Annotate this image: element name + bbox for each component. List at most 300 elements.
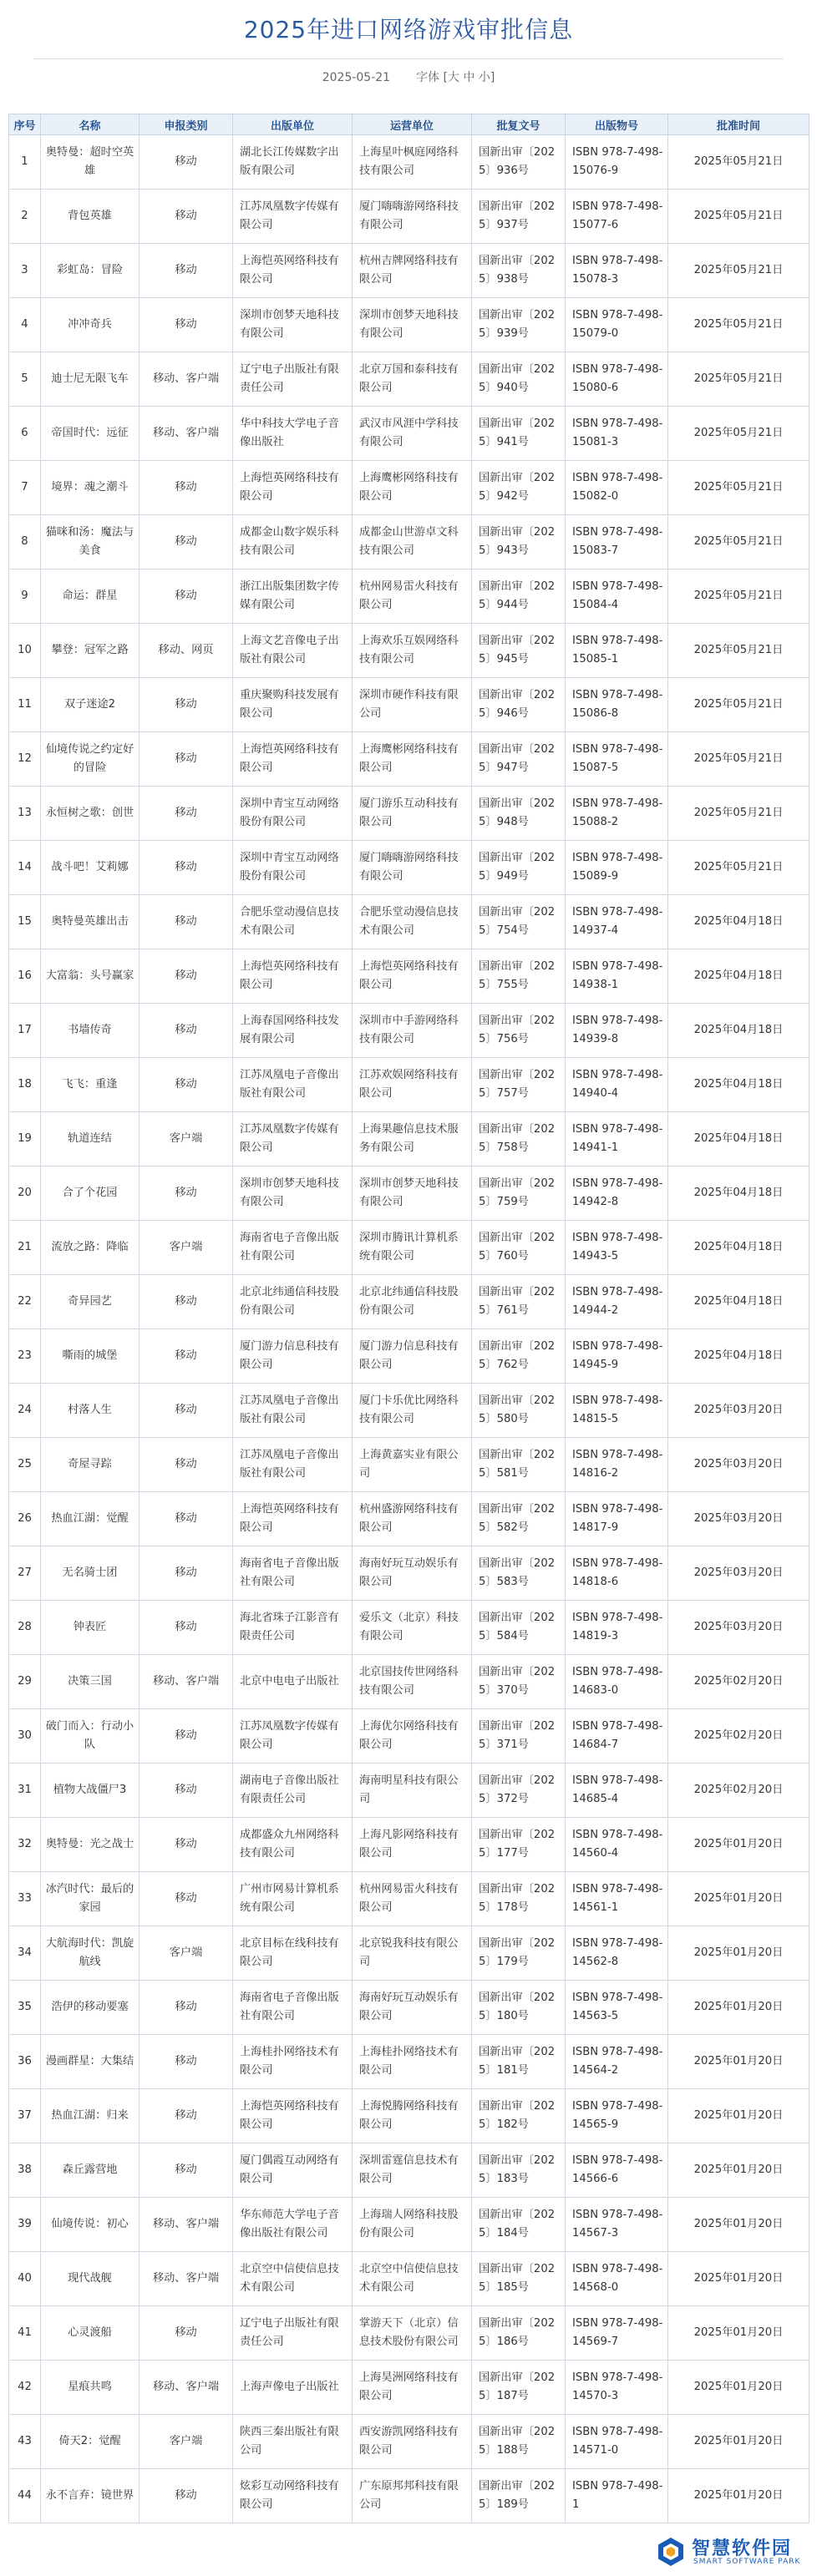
- table-row: [9, 841, 809, 895]
- approval-number: 国新出审〔2025〕372号: [472, 1764, 566, 1818]
- operator: 武汉市风涯中学科技有限公司: [353, 407, 472, 461]
- game-name: 森丘露营地: [41, 2143, 140, 2198]
- table-row: [9, 1004, 809, 1058]
- operator: 上海瑞人网络科技股份有限公司: [353, 2198, 472, 2252]
- approval-date: 2025年01月20日: [668, 2306, 809, 2361]
- publisher: 上海恺英网络科技有限公司: [233, 1492, 353, 1546]
- approval-date: 2025年02月20日: [668, 1655, 809, 1709]
- isbn: ISBN 978-7-498-14940-4: [566, 1058, 668, 1112]
- publisher: 广州市网易计算机系统有限公司: [233, 1872, 353, 1926]
- approval-number: 国新出审〔2025〕947号: [472, 732, 566, 787]
- category: 移动: [140, 841, 233, 895]
- row-index: 43: [9, 2415, 41, 2469]
- table-row: [9, 1112, 809, 1167]
- table-row: [9, 352, 809, 407]
- isbn: ISBN 978-7-498-14938-1: [566, 949, 668, 1004]
- approval-date: 2025年05月21日: [668, 678, 809, 732]
- isbn: ISBN 978-7-498-14565-9: [566, 2089, 668, 2143]
- isbn: ISBN 978-7-498-14569-7: [566, 2306, 668, 2361]
- publisher: 江苏凤凰数字传媒有限公司: [233, 1709, 353, 1764]
- table-row: [9, 2143, 809, 2198]
- game-name: 合了个花园: [41, 1167, 140, 1221]
- table-row: [9, 1438, 809, 1492]
- category: 移动: [140, 298, 233, 352]
- isbn: ISBN 978-7-498-15081-3: [566, 407, 668, 461]
- operator: 合肥乐堂动漫信息技术有限公司: [353, 895, 472, 949]
- approval-number: 国新出审〔2025〕181号: [472, 2035, 566, 2089]
- approval-number: 国新出审〔2025〕179号: [472, 1926, 566, 1981]
- publisher: 辽宁电子出版社有限责任公司: [233, 352, 353, 407]
- approval-table: [8, 114, 809, 2523]
- approval-number: 国新出审〔2025〕755号: [472, 949, 566, 1004]
- approval-date: 2025年04月18日: [668, 1275, 809, 1329]
- approval-date: 2025年05月21日: [668, 407, 809, 461]
- approval-number: 国新出审〔2025〕762号: [472, 1329, 566, 1384]
- game-name: 植物大战僵尸3: [41, 1764, 140, 1818]
- publisher: 江苏凤凰电子音像出版社有限公司: [233, 1058, 353, 1112]
- operator: 上海鹰彬网络科技有限公司: [353, 732, 472, 787]
- approval-date: 2025年05月21日: [668, 841, 809, 895]
- table-body: [9, 135, 809, 2523]
- row-index: 3: [9, 244, 41, 298]
- approval-date: 2025年03月20日: [668, 1546, 809, 1601]
- approval-number: 国新出审〔2025〕937号: [472, 190, 566, 244]
- approval-number: 国新出审〔2025〕185号: [472, 2252, 566, 2306]
- publisher: 辽宁电子出版社有限责任公司: [233, 2306, 353, 2361]
- table-row: [9, 1926, 809, 1981]
- operator: 深圳市腾讯计算机系统有限公司: [353, 1221, 472, 1275]
- table-row: [9, 135, 809, 190]
- table-row: [9, 624, 809, 678]
- approval-number: 国新出审〔2025〕761号: [472, 1275, 566, 1329]
- game-name: 大航海时代：凯旋航线: [41, 1926, 140, 1981]
- approval-date: 2025年05月21日: [668, 515, 809, 569]
- row-index: 24: [9, 1384, 41, 1438]
- game-name: 村落人生: [41, 1384, 140, 1438]
- game-name: 大富翁：头号赢家: [41, 949, 140, 1004]
- operator: 北京万国和泰科技有限公司: [353, 352, 472, 407]
- publisher: 深圳中青宝互动网络股份有限公司: [233, 787, 353, 841]
- operator: 海南明星科技有限公司: [353, 1764, 472, 1818]
- publisher: 厦门偶霞互动网络有限公司: [233, 2143, 353, 2198]
- col-header-name: 名称: [41, 114, 140, 135]
- approval-number: 国新出审〔2025〕583号: [472, 1546, 566, 1601]
- table-row: [9, 1329, 809, 1384]
- publisher: 江苏凤凰数字传媒有限公司: [233, 1112, 353, 1167]
- approval-date: 2025年04月18日: [668, 1329, 809, 1384]
- table-row: [9, 461, 809, 515]
- publisher: 上海恺英网络科技有限公司: [233, 732, 353, 787]
- table-row: [9, 2252, 809, 2306]
- row-index: 22: [9, 1275, 41, 1329]
- game-name: 浩伊的移动要塞: [41, 1981, 140, 2035]
- table-row: [9, 515, 809, 569]
- approval-number: 国新出审〔2025〕940号: [472, 352, 566, 407]
- approval-date: 2025年01月20日: [668, 2035, 809, 2089]
- operator: 厦门嗨嗨游网络科技有限公司: [353, 841, 472, 895]
- operator: 上海欢乐互娱网络科技有限公司: [353, 624, 472, 678]
- table-row: [9, 2306, 809, 2361]
- hexagon-logo-icon: [655, 2536, 687, 2568]
- publisher: 成都金山数字娱乐科技有限公司: [233, 515, 353, 569]
- category: 移动: [140, 135, 233, 190]
- publisher: 海北省珠子江影音有限责任公司: [233, 1601, 353, 1655]
- table-row: [9, 1655, 809, 1709]
- approval-date: 2025年05月21日: [668, 461, 809, 515]
- row-index: 8: [9, 515, 41, 569]
- table-row: [9, 2469, 809, 2523]
- game-name: 破门而入：行动小队: [41, 1709, 140, 1764]
- row-index: 40: [9, 2252, 41, 2306]
- operator: 北京空中信使信息技术有限公司: [353, 2252, 472, 2306]
- approval-date: 2025年04月18日: [668, 1004, 809, 1058]
- publisher: 湖南电子音像出版社有限责任公司: [233, 1764, 353, 1818]
- publisher: 上海恺英网络科技有限公司: [233, 244, 353, 298]
- row-index: 28: [9, 1601, 41, 1655]
- approval-number: 国新出审〔2025〕758号: [472, 1112, 566, 1167]
- isbn: ISBN 978-7-498-14683-0: [566, 1655, 668, 1709]
- approval-date: 2025年03月20日: [668, 1438, 809, 1492]
- operator: 爱乐文（北京）科技有限公司: [353, 1601, 472, 1655]
- row-index: 18: [9, 1058, 41, 1112]
- category: 客户端: [140, 1926, 233, 1981]
- table-row: [9, 1221, 809, 1275]
- category: 移动: [140, 895, 233, 949]
- operator: 厦门游乐互动科技有限公司: [353, 787, 472, 841]
- isbn: ISBN 978-7-498-15078-3: [566, 244, 668, 298]
- publisher: 海南省电子音像出版社有限公司: [233, 1981, 353, 2035]
- approval-date: 2025年01月20日: [668, 2252, 809, 2306]
- row-index: 1: [9, 135, 41, 190]
- publisher: 深圳中青宝互动网络股份有限公司: [233, 841, 353, 895]
- row-index: 30: [9, 1709, 41, 1764]
- table-row: [9, 1275, 809, 1329]
- isbn: ISBN 978-7-498-15077-6: [566, 190, 668, 244]
- approval-number: 国新出审〔2025〕945号: [472, 624, 566, 678]
- operator: 上海桂扑网络技术有限公司: [353, 2035, 472, 2089]
- game-name: 帝国时代：远征: [41, 407, 140, 461]
- category: 移动: [140, 678, 233, 732]
- operator: 上海昊洲网络科技有限公司: [353, 2361, 472, 2415]
- category: 移动: [140, 1981, 233, 2035]
- approval-number: 国新出审〔2025〕759号: [472, 1167, 566, 1221]
- approval-number: 国新出审〔2025〕178号: [472, 1872, 566, 1926]
- operator: 广东原邦邦科技有限公司: [353, 2469, 472, 2523]
- row-index: 15: [9, 895, 41, 949]
- operator: 上海果趣信息技术服务有限公司: [353, 1112, 472, 1167]
- approval-date: 2025年05月21日: [668, 135, 809, 190]
- game-name: 心灵渡船: [41, 2306, 140, 2361]
- col-header-isbn: 出版物号: [566, 114, 668, 135]
- operator: 西安游凯网络科技有限公司: [353, 2415, 472, 2469]
- row-index: 14: [9, 841, 41, 895]
- category: 移动: [140, 1384, 233, 1438]
- approval-date: 2025年04月18日: [668, 1221, 809, 1275]
- operator: 江苏欢娱网络科技有限公司: [353, 1058, 472, 1112]
- approval-date: 2025年01月20日: [668, 2361, 809, 2415]
- table-row: [9, 1981, 809, 2035]
- isbn: ISBN 978-7-498-15088-2: [566, 787, 668, 841]
- approval-date: 2025年05月21日: [668, 190, 809, 244]
- category: 移动: [140, 2089, 233, 2143]
- approval-date: 2025年04月18日: [668, 895, 809, 949]
- publisher: 炫彩互动网络科技有限公司: [233, 2469, 353, 2523]
- operator: 深圳雷霆信息技术有限公司: [353, 2143, 472, 2198]
- approval-date: 2025年05月21日: [668, 352, 809, 407]
- operator: 厦门游力信息科技有限公司: [353, 1329, 472, 1384]
- row-index: 21: [9, 1221, 41, 1275]
- game-name: 猫咪和汤：魔法与美食: [41, 515, 140, 569]
- game-name: 冰汽时代：最后的家园: [41, 1872, 140, 1926]
- publisher: 北京目标在线科技有限公司: [233, 1926, 353, 1981]
- approval-date: 2025年01月20日: [668, 1981, 809, 2035]
- font-size-switch[interactable]: [大 中 小]: [443, 71, 495, 84]
- game-name: 永恒树之歌：创世: [41, 787, 140, 841]
- publisher: 上海春国网络科技发展有限公司: [233, 1004, 353, 1058]
- category: 客户端: [140, 2415, 233, 2469]
- category: 移动: [140, 787, 233, 841]
- isbn: ISBN 978-7-498-15079-0: [566, 298, 668, 352]
- approval-date: 2025年01月20日: [668, 2415, 809, 2469]
- approval-number: 国新出审〔2025〕943号: [472, 515, 566, 569]
- operator: 上海星叶枫庭网络科技有限公司: [353, 135, 472, 190]
- game-name: 无名骑士团: [41, 1546, 140, 1601]
- approval-date: 2025年04月18日: [668, 1058, 809, 1112]
- table-row: [9, 895, 809, 949]
- approval-number: 国新出审〔2025〕371号: [472, 1709, 566, 1764]
- publisher: 海南省电子音像出版社有限公司: [233, 1546, 353, 1601]
- category: 移动、客户端: [140, 2252, 233, 2306]
- isbn: ISBN 978-7-498-14684-7: [566, 1709, 668, 1764]
- category: 移动、客户端: [140, 407, 233, 461]
- row-index: 13: [9, 787, 41, 841]
- approval-number: 国新出审〔2025〕188号: [472, 2415, 566, 2469]
- game-name: 奥特曼：超时空英雄: [41, 135, 140, 190]
- table-row: [9, 678, 809, 732]
- isbn: ISBN 978-7-498-15085-1: [566, 624, 668, 678]
- category: 移动: [140, 461, 233, 515]
- publisher: 海南省电子音像出版社有限公司: [233, 1221, 353, 1275]
- font-size-label: 字体: [416, 71, 439, 84]
- approval-date: 2025年02月20日: [668, 1764, 809, 1818]
- game-name: 轨道连结: [41, 1112, 140, 1167]
- table-row: [9, 2361, 809, 2415]
- col-header-approval-date: 批准时间: [668, 114, 809, 135]
- table-row: [9, 2198, 809, 2252]
- isbn: ISBN 978-7-498-14816-2: [566, 1438, 668, 1492]
- approval-number: 国新出审〔2025〕760号: [472, 1221, 566, 1275]
- approval-date: 2025年01月20日: [668, 1818, 809, 1872]
- approval-number: 国新出审〔2025〕936号: [472, 135, 566, 190]
- row-index: 19: [9, 1112, 41, 1167]
- game-name: 攀登：冠军之路: [41, 624, 140, 678]
- approval-number: 国新出审〔2025〕941号: [472, 407, 566, 461]
- isbn: ISBN 978-7-498-14941-1: [566, 1112, 668, 1167]
- operator: 北京锐我科技有限公司: [353, 1926, 472, 1981]
- isbn: ISBN 978-7-498-14560-4: [566, 1818, 668, 1872]
- category: 移动: [140, 569, 233, 624]
- category: 移动: [140, 190, 233, 244]
- approval-number: 国新出审〔2025〕184号: [472, 2198, 566, 2252]
- publisher: 北京中电电子出版社: [233, 1655, 353, 1709]
- operator: 深圳市创梦天地科技有限公司: [353, 298, 472, 352]
- publisher: 华东师范大学电子音像出版社有限公司: [233, 2198, 353, 2252]
- game-name: 热血江湖：归来: [41, 2089, 140, 2143]
- approval-number: 国新出审〔2025〕580号: [472, 1384, 566, 1438]
- row-index: 25: [9, 1438, 41, 1492]
- isbn: ISBN 978-7-498-14568-0: [566, 2252, 668, 2306]
- isbn: ISBN 978-7-498-14937-4: [566, 895, 668, 949]
- operator: 掌游天下（北京）信息技术股份有限公司: [353, 2306, 472, 2361]
- row-index: 20: [9, 1167, 41, 1221]
- operator: 上海黄嘉实业有限公司: [353, 1438, 472, 1492]
- approval-date: 2025年01月20日: [668, 2469, 809, 2523]
- approval-number: 国新出审〔2025〕946号: [472, 678, 566, 732]
- category: 移动: [140, 1004, 233, 1058]
- category: 移动: [140, 1546, 233, 1601]
- approval-date: 2025年03月20日: [668, 1384, 809, 1438]
- operator: 杭州网易雷火科技有限公司: [353, 569, 472, 624]
- table-row: [9, 2415, 809, 2469]
- category: 移动: [140, 1492, 233, 1546]
- operator: 北京国技传世网络科技有限公司: [353, 1655, 472, 1709]
- category: 移动: [140, 1275, 233, 1329]
- approval-number: 国新出审〔2025〕584号: [472, 1601, 566, 1655]
- table-row: [9, 1764, 809, 1818]
- game-name: 仙境传说之约定好的冒险: [41, 732, 140, 787]
- title-divider: [33, 58, 784, 59]
- operator: 上海恺英网络科技有限公司: [353, 949, 472, 1004]
- category: 移动: [140, 1058, 233, 1112]
- approval-number: 国新出审〔2025〕939号: [472, 298, 566, 352]
- table-row: [9, 1492, 809, 1546]
- publisher: 深圳市创梦天地科技有限公司: [233, 1167, 353, 1221]
- category: 移动: [140, 2469, 233, 2523]
- game-name: 决策三国: [41, 1655, 140, 1709]
- operator: 深圳市硬作科技有限公司: [353, 678, 472, 732]
- game-name: 嘶雨的城堡: [41, 1329, 140, 1384]
- category: 移动: [140, 1329, 233, 1384]
- operator: 上海优尔网络科技有限公司: [353, 1709, 472, 1764]
- category: 移动: [140, 1601, 233, 1655]
- approval-date: 2025年04月18日: [668, 949, 809, 1004]
- table-header-row: [9, 114, 809, 135]
- game-name: 永不言弃：镜世界: [41, 2469, 140, 2523]
- category: 移动: [140, 515, 233, 569]
- game-name: 飞飞：重逢: [41, 1058, 140, 1112]
- row-index: 32: [9, 1818, 41, 1872]
- isbn: ISBN 978-7-498-14943-5: [566, 1221, 668, 1275]
- isbn: ISBN 978-7-498-14939-8: [566, 1004, 668, 1058]
- approval-date: 2025年01月20日: [668, 2198, 809, 2252]
- publisher: 江苏凤凰电子音像出版社有限公司: [233, 1438, 353, 1492]
- row-index: 17: [9, 1004, 41, 1058]
- category: 移动、客户端: [140, 2361, 233, 2415]
- approval-date: 2025年05月21日: [668, 787, 809, 841]
- isbn: ISBN 978-7-498-14567-3: [566, 2198, 668, 2252]
- publisher: 湖北长江传媒数字出版有限公司: [233, 135, 353, 190]
- category: 移动、网页: [140, 624, 233, 678]
- row-index: 29: [9, 1655, 41, 1709]
- category: 移动、客户端: [140, 2198, 233, 2252]
- isbn: ISBN 978-7-498-1: [566, 2469, 668, 2523]
- table-row: [9, 1872, 809, 1926]
- game-name: 命运：群星: [41, 569, 140, 624]
- isbn: ISBN 978-7-498-15087-5: [566, 732, 668, 787]
- approval-number: 国新出审〔2025〕756号: [472, 1004, 566, 1058]
- row-index: 35: [9, 1981, 41, 2035]
- table-row: [9, 1601, 809, 1655]
- approval-number: 国新出审〔2025〕370号: [472, 1655, 566, 1709]
- operator: 厦门卡乐优比网络科技有限公司: [353, 1384, 472, 1438]
- table-row: [9, 244, 809, 298]
- approval-date: 2025年04月18日: [668, 1167, 809, 1221]
- operator: 成都金山世游卓文科技有限公司: [353, 515, 472, 569]
- approval-date: 2025年05月21日: [668, 732, 809, 787]
- isbn: ISBN 978-7-498-15083-7: [566, 515, 668, 569]
- row-index: 26: [9, 1492, 41, 1546]
- operator: 杭州吉牌网络科技有限公司: [353, 244, 472, 298]
- row-index: 36: [9, 2035, 41, 2089]
- approval-number: 国新出审〔2025〕942号: [472, 461, 566, 515]
- row-index: 37: [9, 2089, 41, 2143]
- isbn: ISBN 978-7-498-14817-9: [566, 1492, 668, 1546]
- watermark-subtitle: SMART SOFTWARE PARK: [693, 2558, 801, 2566]
- col-header-publisher: 出版单位: [233, 114, 353, 135]
- publisher: 陕西三秦出版社有限公司: [233, 2415, 353, 2469]
- publisher: 成都盛众九州网络科技有限公司: [233, 1818, 353, 1872]
- approval-number: 国新出审〔2025〕581号: [472, 1438, 566, 1492]
- operator: 上海悦腾网络科技有限公司: [353, 2089, 472, 2143]
- isbn: ISBN 978-7-498-15086-8: [566, 678, 668, 732]
- approval-number: 国新出审〔2025〕182号: [472, 2089, 566, 2143]
- approval-number: 国新出审〔2025〕938号: [472, 244, 566, 298]
- category: 移动: [140, 2306, 233, 2361]
- approval-date: 2025年03月20日: [668, 1601, 809, 1655]
- isbn: ISBN 978-7-498-15084-4: [566, 569, 668, 624]
- approval-date: 2025年01月20日: [668, 2143, 809, 2198]
- category: 移动: [140, 949, 233, 1004]
- publisher: 上海恺英网络科技有限公司: [233, 461, 353, 515]
- game-name: 仙境传说：初心: [41, 2198, 140, 2252]
- table-row: [9, 2089, 809, 2143]
- publisher: 重庆聚购科技发展有限公司: [233, 678, 353, 732]
- isbn: ISBN 978-7-498-14815-5: [566, 1384, 668, 1438]
- approval-number: 国新出审〔2025〕757号: [472, 1058, 566, 1112]
- approval-date: 2025年05月21日: [668, 298, 809, 352]
- approval-number: 国新出审〔2025〕183号: [472, 2143, 566, 2198]
- row-index: 5: [9, 352, 41, 407]
- row-index: 12: [9, 732, 41, 787]
- row-index: 9: [9, 569, 41, 624]
- publisher: 江苏凤凰电子音像出版社有限公司: [233, 1384, 353, 1438]
- table-row: [9, 2035, 809, 2089]
- approval-number: 国新出审〔2025〕187号: [472, 2361, 566, 2415]
- isbn: ISBN 978-7-498-14562-8: [566, 1926, 668, 1981]
- approval-date: 2025年01月20日: [668, 1926, 809, 1981]
- table-row: [9, 949, 809, 1004]
- isbn: ISBN 978-7-498-14570-3: [566, 2361, 668, 2415]
- publisher: 上海恺英网络科技有限公司: [233, 2089, 353, 2143]
- category: 客户端: [140, 1221, 233, 1275]
- publisher: 华中科技大学电子音像出版社: [233, 407, 353, 461]
- approval-date: 2025年01月20日: [668, 2089, 809, 2143]
- game-name: 漫画群星：大集结: [41, 2035, 140, 2089]
- game-name: 书墙传奇: [41, 1004, 140, 1058]
- col-header-approval-no: 批复文号: [472, 114, 566, 135]
- table-row: [9, 190, 809, 244]
- category: 移动: [140, 1438, 233, 1492]
